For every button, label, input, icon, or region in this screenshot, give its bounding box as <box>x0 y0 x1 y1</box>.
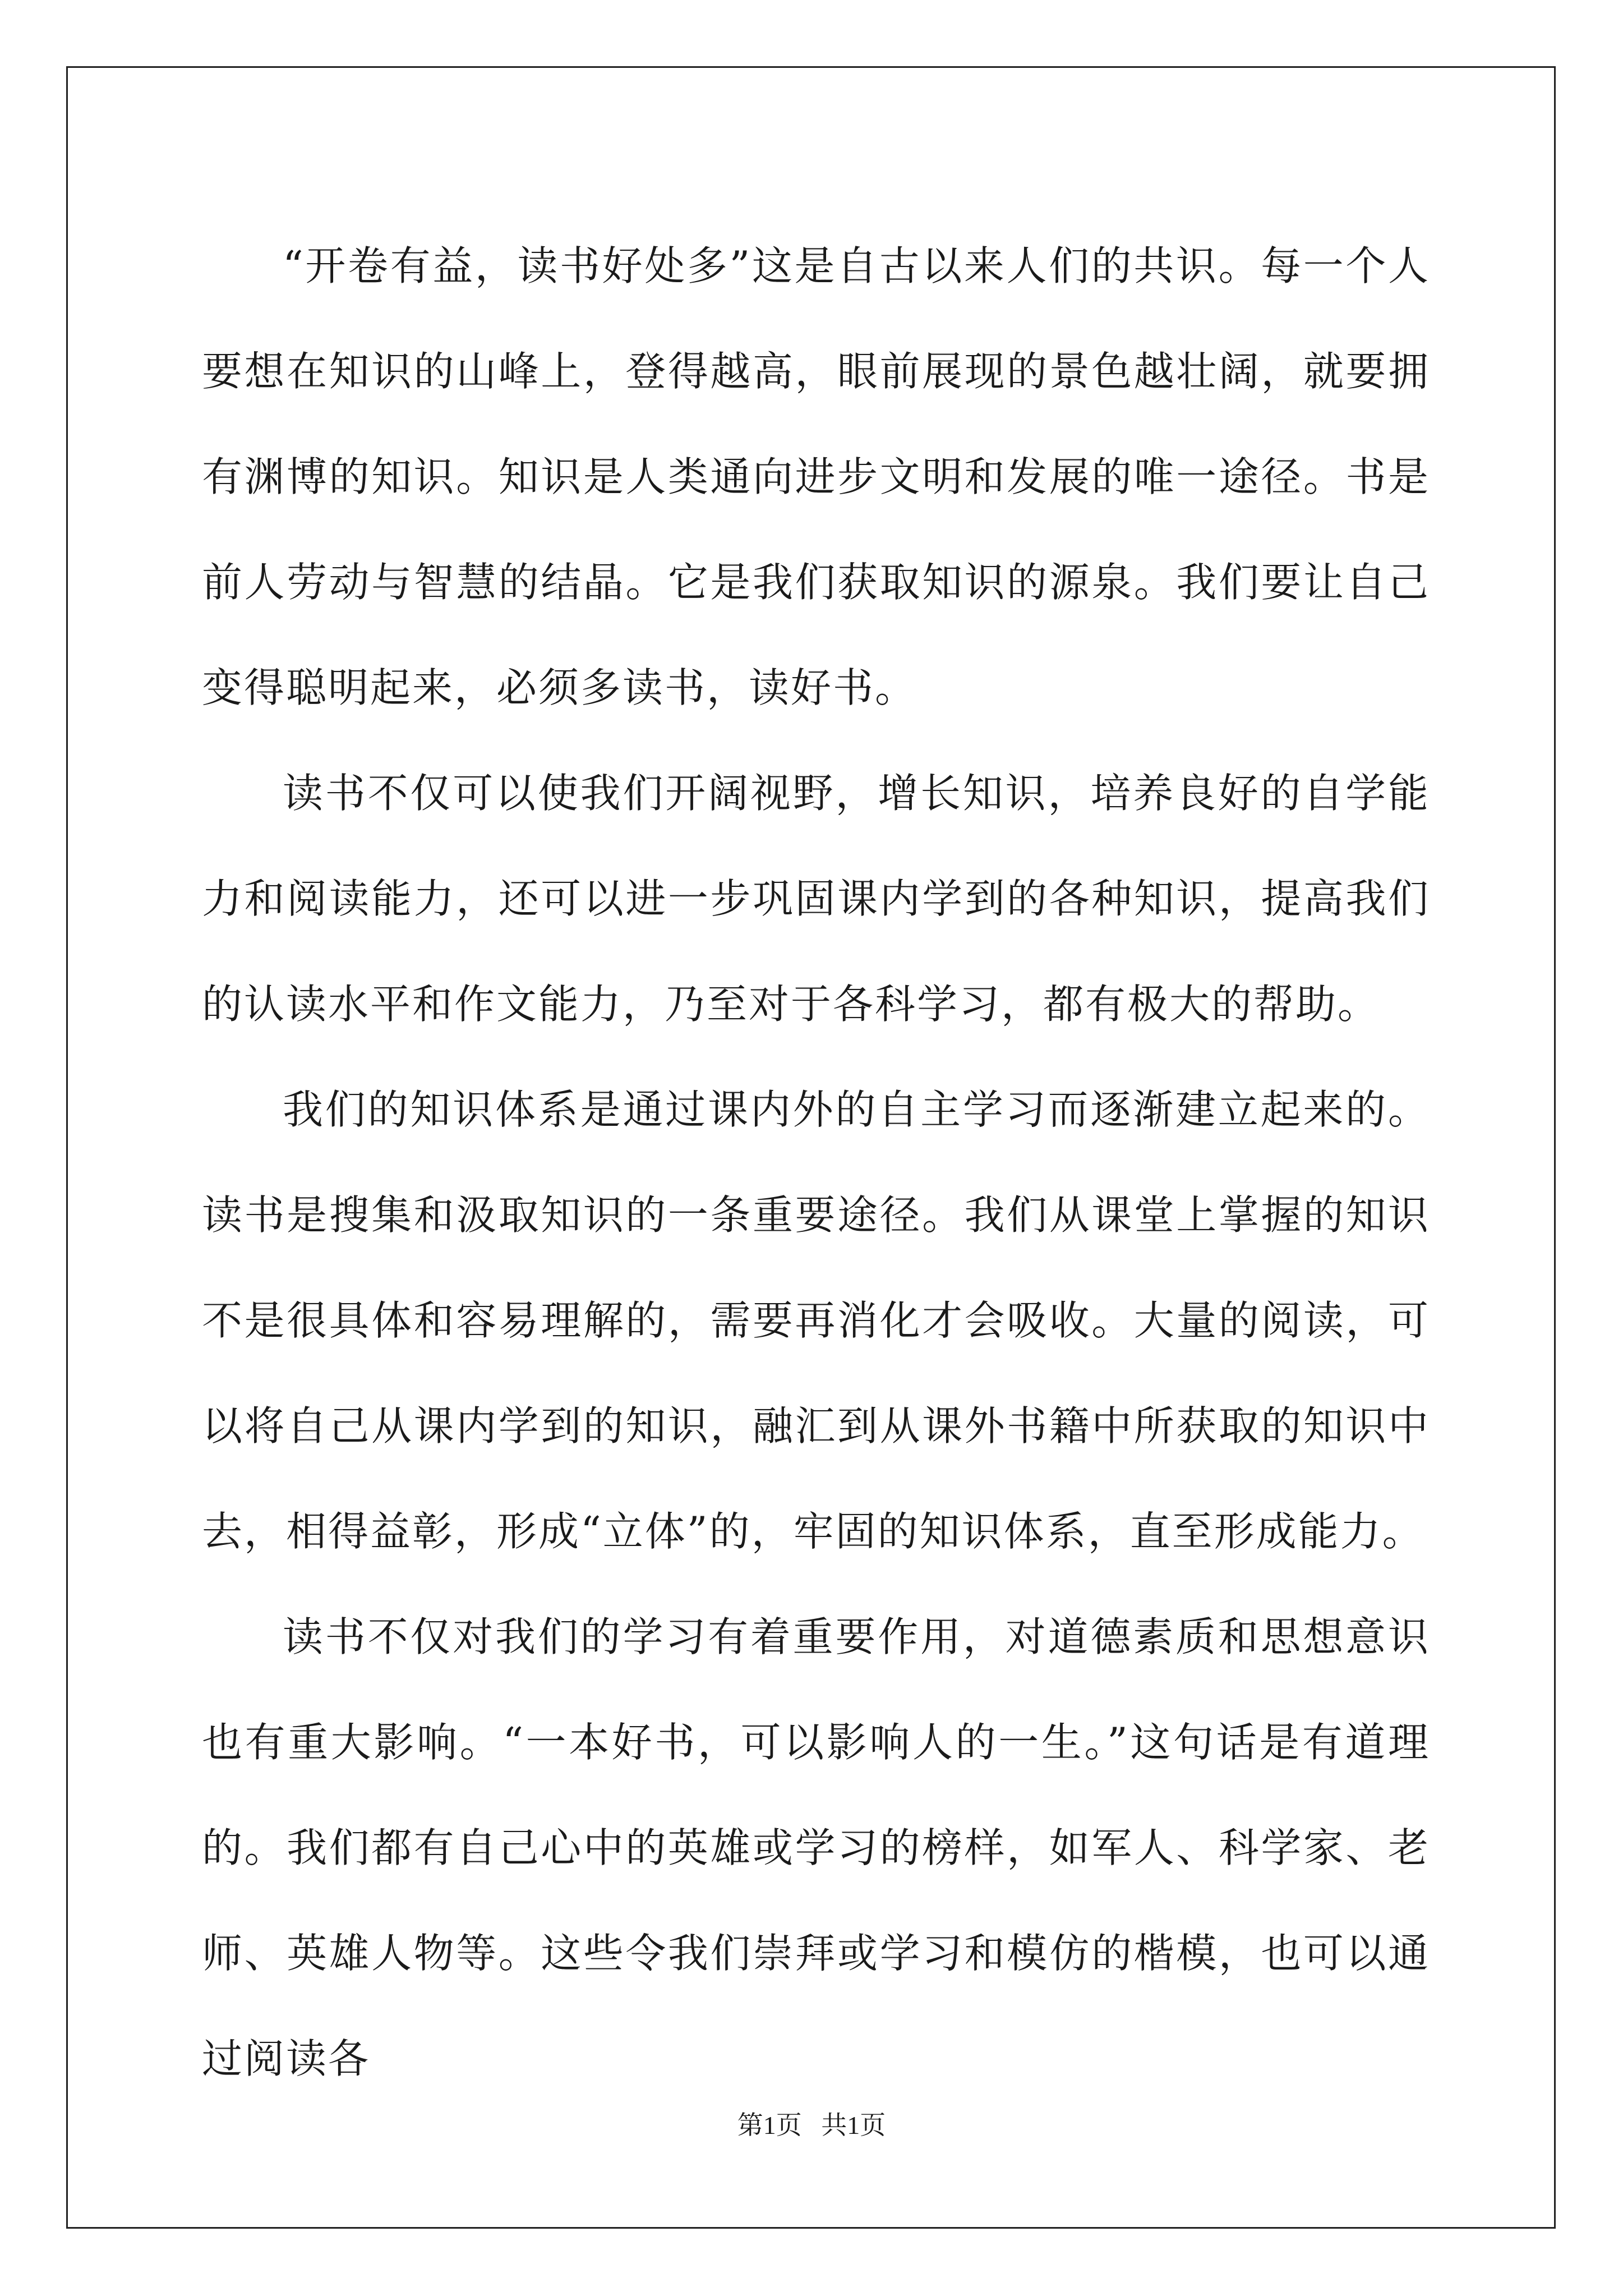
page-footer: 第1页 共1页 <box>737 2111 886 2139</box>
paragraph-3: 我们的知识体系是通过课内外的自主学习而逐渐建立起来的。读书是搜集和汲取知识的一条重要途径。我们从课堂上掌握的知识不是很具体和容易理解的，需要再消化才会吸收。大量的阅读，可以将自己从课内学到的知识，融汇到从课外书籍中所获取的知识中去，相得益彰，形成“立体”的，牢固的知识体系，直至形成能力。 <box>202 1086 1430 1555</box>
paragraph-4: 读书不仅对我们的学习有着重要作用，对道德素质和思想意识也有重大影响。“一本好书，可以影响人的一生。”这句话是有道理的。我们都有自己心中的英雄或学习的榜样，如军人、科学家、老师、英雄人物等。这些令我们崇拜或学习和模仿的楷模，也可以通过阅读各 <box>202 1613 1430 2082</box>
paragraph-1: “开卷有益，读书好处多”这是自古以来人们的共识。每一个人要想在知识的山峰上，登得越高，眼前展现的景色越壮阔，就要拥有渊博的知识。知识是人类通向进步文明和发展的唯一途径。书是前人劳动与智慧的结晶。它是我们获取知识的源泉。我们要让自己变得聪明起来，必须多读书，读好书。 <box>202 242 1430 711</box>
paragraph-2: 读书不仅可以使我们开阔视野，增长知识，培养良好的自学能力和阅读能力，还可以进一步巩固课内学到的各种知识，提高我们的认读水平和作文能力，乃至对于各科学习，都有极大的帮助。 <box>202 770 1430 1028</box>
document-body <box>202 213 1430 2111</box>
